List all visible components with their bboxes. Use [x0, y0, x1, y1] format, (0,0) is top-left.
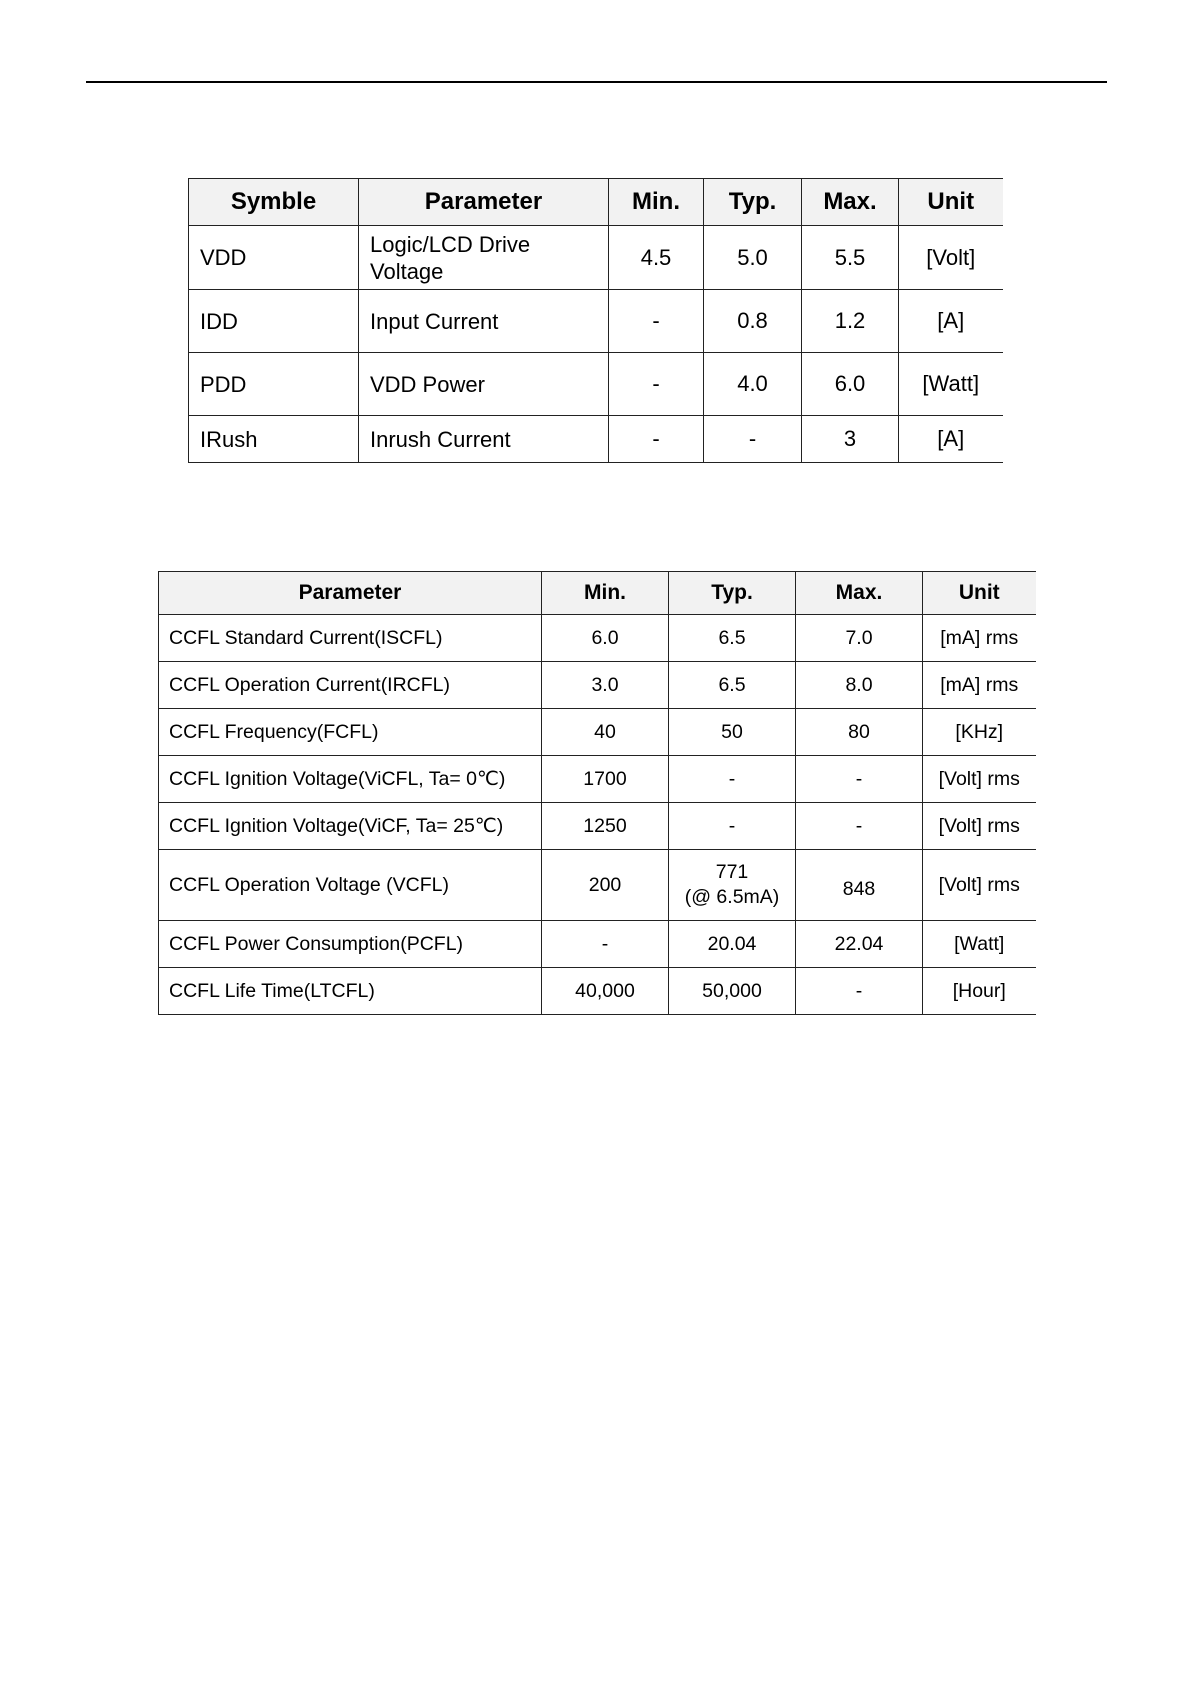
table-row: [159, 615, 1036, 662]
table-row: [159, 968, 1036, 1015]
min-cell: -: [542, 921, 669, 968]
parameter-cell: CCFL Life Time(LTCFL): [159, 968, 542, 1015]
unit-cell: [Hour]: [923, 968, 1036, 1015]
column-header-typ: Typ.: [704, 179, 802, 226]
parameter-cell: CCFL Ignition Voltage(ViCF, Ta= 25℃): [159, 803, 542, 850]
typ-cell: 50: [669, 709, 796, 756]
table-row: [189, 226, 1003, 290]
max-cell: 7.0: [796, 615, 923, 662]
max-cell: 22.04: [796, 921, 923, 968]
table-row: [189, 416, 1003, 463]
power-characteristics-table: [188, 178, 1003, 463]
min-cell: 6.0: [542, 615, 669, 662]
table-row: [159, 921, 1036, 968]
max-cell: 5.5: [802, 226, 899, 290]
max-cell: 6.0: [802, 353, 899, 416]
table-row: [189, 290, 1003, 353]
typ-cell: 50,000: [669, 968, 796, 1015]
table-header-row: [189, 179, 1003, 226]
column-header-min: Min.: [609, 179, 704, 226]
min-cell: 1700: [542, 756, 669, 803]
ccfl-characteristics-table: [158, 571, 1036, 1015]
parameter-cell: CCFL Power Consumption(PCFL): [159, 921, 542, 968]
max-cell: -: [796, 968, 923, 1015]
typ-condition-note: (@ 6.5mA): [684, 886, 780, 908]
parameter-cell: Logic/LCD Drive Voltage: [359, 226, 609, 290]
column-header-max: Max.: [796, 572, 923, 615]
symbol-cell: PDD: [189, 353, 359, 416]
max-cell: 8.0: [796, 662, 923, 709]
unit-cell: [Volt] rms: [923, 756, 1036, 803]
typ-cell: [669, 850, 796, 921]
min-cell: -: [609, 416, 704, 463]
max-cell: -: [796, 756, 923, 803]
table-row: [189, 353, 1003, 416]
max-cell: 1.2: [802, 290, 899, 353]
unit-cell: [mA] rms: [923, 662, 1036, 709]
min-cell: 40: [542, 709, 669, 756]
column-header-min: Min.: [542, 572, 669, 615]
column-header-max: Max.: [802, 179, 899, 226]
table-header-row: [159, 572, 1036, 615]
unit-cell: [mA] rms: [923, 615, 1036, 662]
parameter-cell: CCFL Operation Current(IRCFL): [159, 662, 542, 709]
unit-cell: [A]: [899, 290, 1003, 353]
symbol-cell: IDD: [189, 290, 359, 353]
typ-cell: -: [704, 416, 802, 463]
column-header-parameter: Parameter: [159, 572, 542, 615]
typ-cell: 4.0: [704, 353, 802, 416]
table-row: [159, 756, 1036, 803]
table-row: [159, 850, 1036, 921]
unit-cell: [Volt]: [899, 226, 1003, 290]
typ-cell: 0.8: [704, 290, 802, 353]
parameter-cell: CCFL Frequency(FCFL): [159, 709, 542, 756]
min-cell: 3.0: [542, 662, 669, 709]
min-cell: -: [609, 353, 704, 416]
unit-cell: [Volt] rms: [923, 850, 1036, 921]
unit-cell: [KHz]: [923, 709, 1036, 756]
min-cell: 40,000: [542, 968, 669, 1015]
max-cell: 80: [796, 709, 923, 756]
parameter-cell: CCFL Ignition Voltage(ViCFL, Ta= 0℃): [159, 756, 542, 803]
max-cell: 848: [796, 850, 923, 921]
min-cell: 1250: [542, 803, 669, 850]
parameter-cell: CCFL Standard Current(ISCFL): [159, 615, 542, 662]
typ-cell: 20.04: [669, 921, 796, 968]
unit-cell: [Volt] rms: [923, 803, 1036, 850]
parameter-cell: Input Current: [359, 290, 609, 353]
unit-cell: [Watt]: [899, 353, 1003, 416]
parameter-cell: VDD Power: [359, 353, 609, 416]
unit-cell: [Watt]: [923, 921, 1036, 968]
max-cell: -: [796, 803, 923, 850]
typ-value: 771: [715, 861, 749, 883]
table-row: [159, 709, 1036, 756]
typ-cell: -: [669, 803, 796, 850]
column-header-typ: Typ.: [669, 572, 796, 615]
column-header-parameter: Parameter: [359, 179, 609, 226]
header-rule: [86, 81, 1107, 83]
min-cell: -: [609, 290, 704, 353]
parameter-cell: CCFL Operation Voltage (VCFL): [159, 850, 542, 921]
max-cell: 3: [802, 416, 899, 463]
typ-cell: -: [669, 756, 796, 803]
table-row: [159, 662, 1036, 709]
column-header-unit: Unit: [923, 572, 1036, 615]
unit-cell: [A]: [899, 416, 1003, 463]
column-header-unit: Unit: [899, 179, 1003, 226]
symbol-cell: IRush: [189, 416, 359, 463]
column-header-symbol: Symble: [189, 179, 359, 226]
parameter-cell: Inrush Current: [359, 416, 609, 463]
min-cell: 4.5: [609, 226, 704, 290]
symbol-cell: VDD: [189, 226, 359, 290]
typ-cell: 6.5: [669, 662, 796, 709]
typ-cell: 6.5: [669, 615, 796, 662]
min-cell: 200: [542, 850, 669, 921]
typ-cell: 5.0: [704, 226, 802, 290]
table-row: [159, 803, 1036, 850]
